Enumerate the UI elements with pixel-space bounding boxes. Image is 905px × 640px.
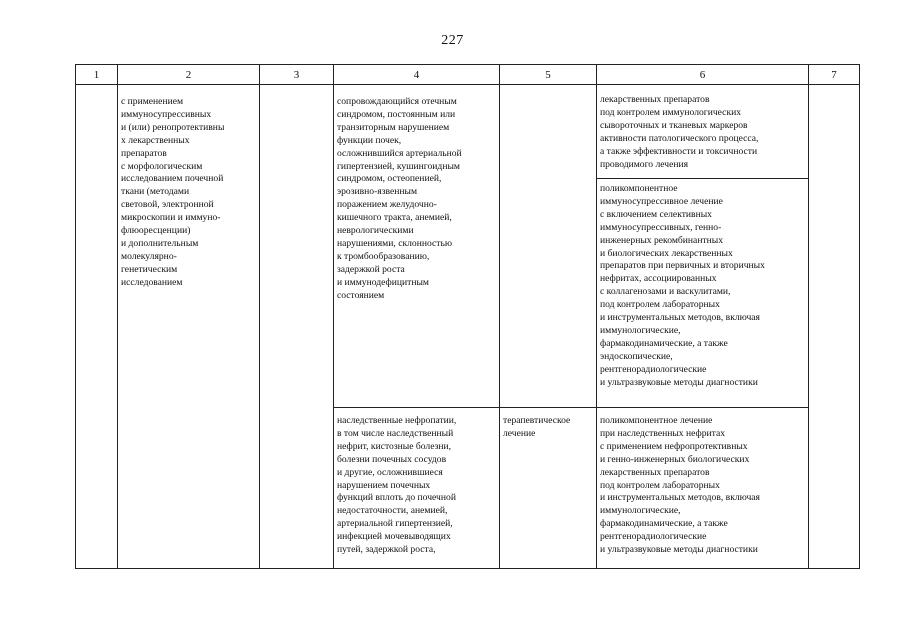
row1-col2-text: с применением иммуносупрессивных и (или) ренопротективны х лекарственных препаратов с морфологическим исследованием почечной ткани (методами световой, электронной микроскопии и иммуно- флюоресценции) и дополнительным молекулярно- генетическим исследованием xyxy=(121,96,225,288)
column-header-5: 5 xyxy=(545,69,551,81)
column-header-2: 2 xyxy=(185,69,192,81)
col-border-4 xyxy=(499,64,500,569)
col-border-1 xyxy=(117,64,118,569)
col-border-6 xyxy=(808,64,809,569)
row1-col6-part1-text: лекарственных препаратов под контролем иммунологических сывороточных и тканевых маркеров активности патологического процесса, а также эффективности и токсичности проводимого лечения xyxy=(600,94,759,170)
column-header-6: 6 xyxy=(699,69,706,81)
column-header-3: 3 xyxy=(293,69,300,81)
row2-col6-text: поликомпонентное лечение при наследственных нефритах с применением нефропротективных и генно-инженерных биологических лекарственных препаратов под контролем лабораторных и инструментальных методов, включая иммунологические, фармакодинамические, а также рентгенорадиологические и ультразвуковые методы диагностики xyxy=(600,415,760,556)
col-border-0 xyxy=(75,64,76,569)
page-number: 227 xyxy=(441,33,464,48)
row1-col4-text: сопровождающийся отечным синдромом, постоянным или транзиторным нарушением функции почек, осложнившийся артериальной гипертензией, кушингоидным синдромом, остеопенией, эрозивно-язвенным поражением желудочно- кишечного тракта, анемией, неврологическими нарушениями, склонностью к тромбообразованию, задержкой роста и иммунодефицитным состоянием xyxy=(337,96,462,301)
header-bottom-border xyxy=(75,84,860,85)
column-header-4: 4 xyxy=(413,69,420,81)
table-top-border xyxy=(75,64,860,65)
row1-col6-part2-text: поликомпонентное иммуносупрессивное лечение с включением селективных иммуносупрессивных, генно- инженерных рекомбинантных и биологических лекарственных препаратов при первичных и вторичных нефритах, ассоциированных с коллагенозами и васкулитами, под контролем лабораторных и инструментальных методов, включая иммунологические, фармакодинамические, а также эндоскопические, рентгенорадиологические и ультразвуковые методы диагностики xyxy=(600,183,765,388)
table-bottom-border xyxy=(75,568,860,569)
column-header-1: 1 xyxy=(93,69,100,81)
col6-divider xyxy=(596,178,808,179)
row2-col5-text: терапевтическое лечение xyxy=(503,415,571,439)
col-border-2 xyxy=(259,64,260,569)
column-header-7: 7 xyxy=(831,69,837,81)
col-border-7 xyxy=(859,64,860,569)
col-border-3 xyxy=(333,64,334,569)
row-divider xyxy=(333,407,808,408)
row2-col4-text: наследственные нефропатии, в том числе наследственный нефрит, кистозные болезни, болезни почечных сосудов и другие, осложнившиеся нарушением почечных функций вплоть до почечной недостаточности, анемией, артериальной гипертензией, инфекцией мочевыводящих путей, задержкой роста, xyxy=(337,415,457,556)
col-border-5 xyxy=(596,64,597,569)
